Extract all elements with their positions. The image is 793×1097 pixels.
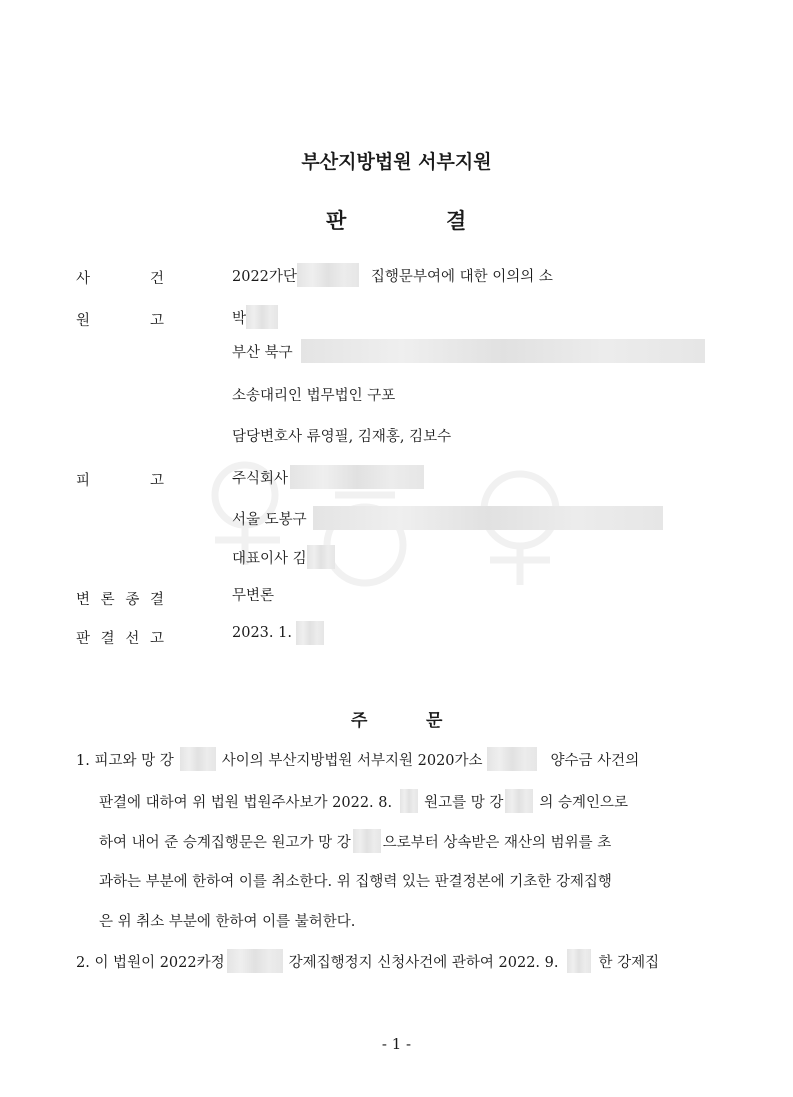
redaction [505,789,533,813]
label-case: 사 건 [76,271,164,287]
verdict-date: 2023. 1. [232,621,324,645]
order-title-char-2: 문 [426,711,443,731]
order-item-1-line-3: 하여 내어 준 승계집행문은 원고가 망 강 으로부터 상속받은 재산의 범위를 초 [99,829,611,853]
case-title: 집행문부여에 대한 이의의 소 [370,268,553,285]
order-item-1-line-1: 1. 피고와 망 강 사이의 부산지방법원 서부지원 2020가소 양수금 사건의 [76,747,639,771]
redaction [487,747,537,771]
redaction [297,263,359,287]
redaction [290,465,424,489]
defendant-company: 주식회사 [232,465,424,489]
redaction [301,339,705,363]
redaction [180,747,216,771]
order-item-1-line-5: 은 위 취소 부분에 한하여 이를 불허한다. [99,914,356,930]
defendant-address: 서울 도봉구 [232,506,663,530]
order-item-1-line-4: 과하는 부분에 한하여 이를 취소한다. 위 집행력 있는 판결정본에 기초한 강제집행 [99,874,612,890]
redaction [296,621,324,645]
redaction [246,305,278,329]
closing-value: 무변론 [232,588,275,604]
defendant-ceo: 대표이사 김 [232,545,335,569]
label-verdict-date: 판 결 선 고 [76,631,164,647]
label-defendant: 피 고 [76,473,164,489]
order-item-1-line-2: 판결에 대하여 위 법원 법원주사보가 2022. 8. 원고를 망 강 의 승계인으로 [99,789,628,813]
order-item-2-line-1: 2. 이 법원이 2022카정 강제집행정지 신청사건에 관하여 2022. 9. 한 강제집 [76,949,659,973]
label-plaintiff: 원 고 [76,313,164,329]
case-number-prefix: 2022가단 [232,268,297,285]
redaction [307,545,335,569]
redaction [400,789,418,813]
doc-title-char-2: 결 [446,209,467,233]
plaintiff-name: 박 [232,305,278,329]
plaintiff-address: 부산 북구 [232,339,705,363]
order-title-char-1: 주 [351,711,368,731]
redaction [567,949,591,973]
page-number: - 1 - [381,1035,412,1053]
redaction [313,506,663,530]
case-number [232,263,553,287]
doc-title-char-1: 판 [326,209,347,233]
plaintiff-lawyers: 담당변호사 류영필, 김재홍, 김보수 [232,429,452,445]
redaction [353,829,381,853]
plaintiff-attorney: 소송대리인 법무법인 구포 [232,388,396,404]
court-name: 부산지방법원 서부지원 [301,151,492,173]
label-closing: 변 론 종 결 [76,592,164,608]
redaction [227,949,283,973]
